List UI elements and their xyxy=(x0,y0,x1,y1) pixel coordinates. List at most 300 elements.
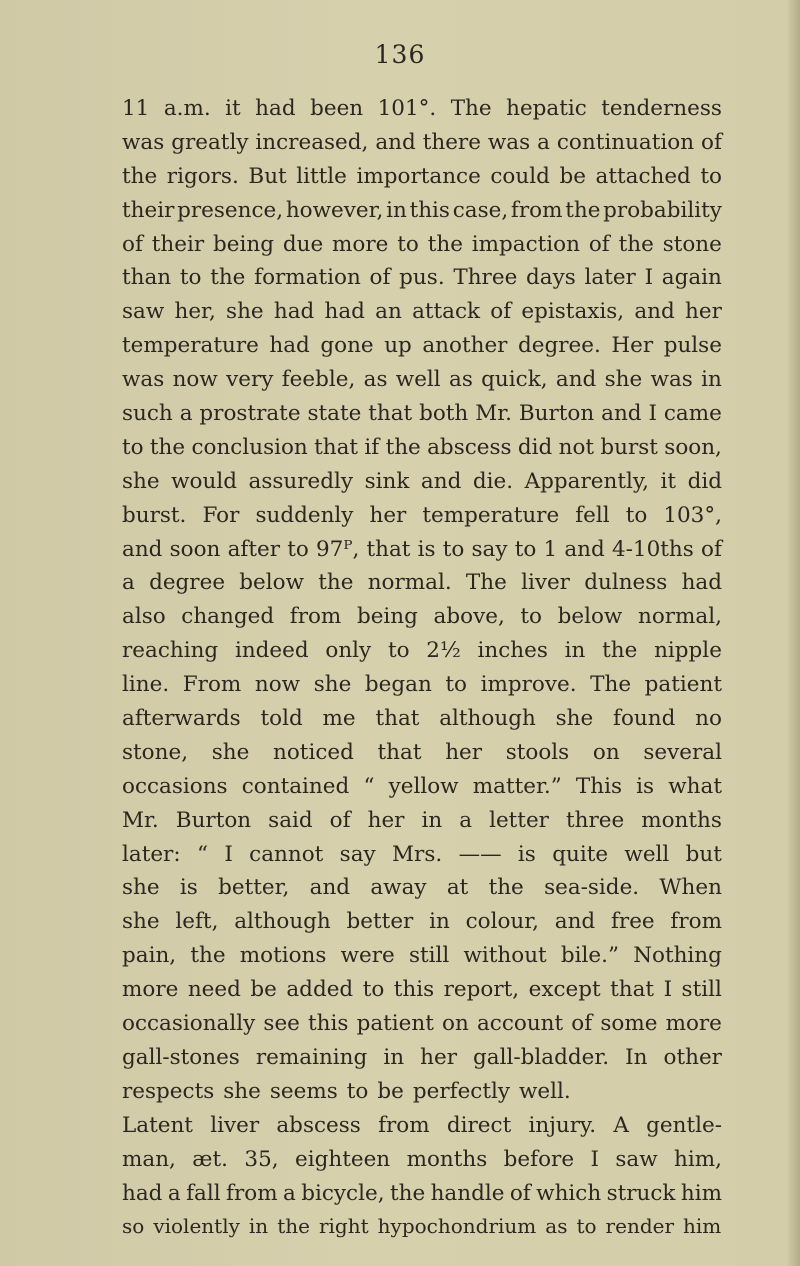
word: and xyxy=(309,875,351,901)
word: him, xyxy=(674,1146,722,1172)
word: hypochondrium xyxy=(377,1214,537,1239)
text-line xyxy=(122,194,722,228)
text-line xyxy=(122,973,722,1007)
word: assuredly xyxy=(248,468,354,494)
word: tenderness xyxy=(601,96,722,121)
word: again xyxy=(661,265,722,291)
text-line xyxy=(122,1109,722,1143)
text-line xyxy=(122,634,722,668)
word: still xyxy=(408,943,450,969)
word: three xyxy=(565,807,625,833)
word: Nothing xyxy=(633,943,722,969)
word: was xyxy=(650,367,693,393)
word: Mr. xyxy=(475,401,512,427)
word: had xyxy=(255,96,296,121)
word: of xyxy=(701,536,722,562)
word: stone xyxy=(662,231,722,257)
word: being xyxy=(356,604,418,630)
word: before xyxy=(503,1146,575,1172)
word: state xyxy=(307,401,362,427)
word: improve. xyxy=(480,672,577,698)
word: a xyxy=(179,401,193,427)
word: respects xyxy=(122,1078,215,1104)
word: pain, xyxy=(122,943,177,969)
word: both xyxy=(419,401,469,427)
word: not xyxy=(558,434,595,460)
word: conclusion xyxy=(191,434,308,460)
word: she xyxy=(313,672,352,698)
word: in xyxy=(386,197,407,223)
word: 103°, xyxy=(663,502,722,528)
word: that xyxy=(375,706,420,732)
word: so xyxy=(122,1214,145,1239)
text-line xyxy=(122,431,722,465)
word: and xyxy=(122,536,163,562)
word: struck xyxy=(606,1180,676,1206)
word: except xyxy=(528,977,601,1003)
word: in xyxy=(564,638,586,664)
word: a xyxy=(167,1180,181,1206)
word: also xyxy=(122,604,166,630)
word: had xyxy=(122,1180,163,1206)
word: due xyxy=(282,231,324,257)
word: that xyxy=(610,977,655,1003)
word: be xyxy=(559,163,586,189)
word: to xyxy=(122,434,144,460)
word: The xyxy=(465,570,507,596)
word: of xyxy=(329,807,351,833)
word: no xyxy=(695,706,722,732)
word: and xyxy=(375,129,416,155)
word: Apparently, xyxy=(524,468,649,494)
word: as xyxy=(449,367,473,393)
word: more xyxy=(122,977,179,1003)
word: direct xyxy=(446,1112,512,1138)
word: 11 xyxy=(122,96,150,121)
word: æt. xyxy=(192,1146,228,1172)
word: is xyxy=(517,841,536,867)
word: saw xyxy=(122,299,165,325)
word: continuation xyxy=(556,129,695,155)
word: soon, xyxy=(664,434,722,460)
text-line xyxy=(122,736,722,770)
word: quick, xyxy=(481,367,548,393)
word: from xyxy=(289,604,342,630)
word: say xyxy=(339,841,376,867)
word: perfectly xyxy=(412,1078,511,1104)
text-line xyxy=(122,905,722,939)
word: patient xyxy=(356,1011,434,1037)
word: at xyxy=(446,875,469,901)
word: temperature xyxy=(122,333,259,359)
word: however, xyxy=(285,197,384,223)
word: inches xyxy=(477,638,548,664)
word: well. xyxy=(519,1078,571,1104)
word: is xyxy=(636,773,655,799)
word: burst xyxy=(600,434,658,460)
word: matter.” xyxy=(472,773,562,799)
word: But xyxy=(248,163,287,189)
word: she xyxy=(604,367,643,393)
text-line xyxy=(122,228,722,262)
word: abscess xyxy=(427,434,512,460)
text-line xyxy=(122,702,722,736)
word: very xyxy=(226,367,274,393)
text-line xyxy=(122,1007,722,1041)
word: an xyxy=(375,299,402,325)
word: probability xyxy=(603,197,722,223)
word: in xyxy=(248,1214,269,1239)
word: if xyxy=(364,434,380,460)
word: there xyxy=(422,129,481,155)
word: she xyxy=(122,875,160,901)
word: pus. xyxy=(399,265,445,291)
word: be xyxy=(377,1078,404,1104)
word: The xyxy=(590,672,632,698)
word: that xyxy=(314,434,359,460)
text-line xyxy=(122,1041,722,1075)
text-line xyxy=(122,600,722,634)
word: added xyxy=(286,977,354,1003)
word: more xyxy=(332,231,389,257)
word: and xyxy=(634,299,675,325)
word: other xyxy=(663,1044,722,1070)
word: injury. xyxy=(528,1112,597,1138)
word: indeed xyxy=(234,638,309,664)
word: to xyxy=(397,231,419,257)
word: the xyxy=(427,231,463,257)
word: only xyxy=(325,638,372,664)
word: I xyxy=(644,265,654,291)
word: now xyxy=(254,672,301,698)
word: patient xyxy=(644,672,722,698)
word: saw xyxy=(615,1146,658,1172)
word: account xyxy=(476,1011,564,1037)
word: a.m. xyxy=(163,96,211,121)
word: in xyxy=(383,1044,405,1070)
word: stools xyxy=(505,739,570,765)
word: of xyxy=(369,265,391,291)
text-line xyxy=(122,939,722,973)
word: came xyxy=(663,401,722,427)
word: the xyxy=(122,163,158,189)
word: she xyxy=(122,468,160,494)
word: without xyxy=(463,943,547,969)
word: the xyxy=(277,1214,310,1239)
word: gone xyxy=(320,333,374,359)
word: the xyxy=(190,943,226,969)
word: 101°. xyxy=(377,96,437,121)
word: Mr. xyxy=(122,807,159,833)
word: and xyxy=(555,367,597,393)
word: Burton xyxy=(175,807,252,833)
text-line xyxy=(122,126,722,160)
text-line xyxy=(122,1177,722,1211)
word: impaction xyxy=(471,231,580,257)
word: occasionally xyxy=(122,1011,256,1037)
word: their xyxy=(122,197,175,223)
word: her xyxy=(420,1044,457,1070)
word: to xyxy=(445,672,467,698)
word: A xyxy=(613,1112,629,1138)
word: the xyxy=(565,197,601,223)
word: was xyxy=(487,129,531,155)
word: this xyxy=(393,977,435,1003)
word: From xyxy=(182,672,242,698)
word: This xyxy=(575,773,622,799)
text-line xyxy=(122,329,722,363)
word: still xyxy=(681,977,722,1003)
word: epistaxis, xyxy=(521,299,625,325)
word: on xyxy=(592,739,620,765)
word: was xyxy=(122,129,165,155)
word: to xyxy=(346,1078,369,1104)
word: yellow xyxy=(388,773,459,799)
word: need xyxy=(187,977,241,1003)
word: and xyxy=(564,536,605,562)
page-number: 136 xyxy=(374,40,426,69)
word: Three xyxy=(453,265,518,291)
word: abscess xyxy=(276,1112,361,1138)
word: her xyxy=(367,807,405,833)
word: letter xyxy=(489,807,549,833)
word: gall-stones xyxy=(122,1044,240,1070)
body-text xyxy=(122,92,722,1244)
word: now xyxy=(172,367,218,393)
word: to xyxy=(576,1214,597,1239)
word: colour, xyxy=(465,909,539,935)
text-line xyxy=(122,397,722,431)
word: free xyxy=(610,909,655,935)
word: she xyxy=(211,739,250,765)
word: For xyxy=(202,502,240,528)
word: attack xyxy=(412,299,481,325)
word: told xyxy=(260,706,303,732)
word: violently xyxy=(153,1214,240,1239)
text-line xyxy=(122,838,722,872)
word: it xyxy=(225,96,241,121)
word: as xyxy=(363,367,388,393)
word: bicycle, xyxy=(301,1180,385,1206)
word: gentle- xyxy=(646,1112,722,1138)
word: did xyxy=(517,434,553,460)
word: more xyxy=(665,1011,722,1037)
word: 1 xyxy=(543,536,558,562)
word: and xyxy=(601,401,642,427)
word: began xyxy=(364,672,432,698)
word: was xyxy=(122,367,165,393)
word: case, xyxy=(452,197,509,223)
text-line xyxy=(122,871,722,905)
page-edge-shadow xyxy=(786,0,800,1266)
word: another xyxy=(422,333,508,359)
word: degree. xyxy=(518,333,601,359)
word: line. xyxy=(122,672,170,698)
word: contained xyxy=(241,773,350,799)
word: 35, xyxy=(244,1146,279,1172)
word: Mrs. xyxy=(392,841,443,867)
word: had xyxy=(269,333,310,359)
word: seems xyxy=(269,1078,338,1104)
word: it xyxy=(660,468,677,494)
word: 4-10ths xyxy=(611,536,694,562)
word: such xyxy=(122,401,173,427)
word: presence, xyxy=(177,197,284,223)
text-line xyxy=(122,499,722,533)
word: gall-bladder. xyxy=(473,1044,610,1070)
word: attached xyxy=(595,163,691,189)
word: a xyxy=(537,129,550,155)
word: she xyxy=(223,1078,261,1104)
word: Latent xyxy=(122,1112,193,1138)
word: her xyxy=(445,739,483,765)
word: than xyxy=(122,265,172,291)
word: several xyxy=(643,739,722,765)
word: is xyxy=(417,536,436,562)
word: nipple xyxy=(654,638,722,664)
word: some xyxy=(600,1011,658,1037)
word: noticed xyxy=(273,739,354,765)
word: importance xyxy=(356,163,481,189)
word: days xyxy=(526,265,576,291)
text-line xyxy=(122,1075,722,1109)
word: this xyxy=(308,1011,349,1037)
word: remaining xyxy=(255,1044,368,1070)
word: cannot xyxy=(249,841,324,867)
word: normal, xyxy=(637,604,722,630)
word: their xyxy=(151,231,205,257)
word: him xyxy=(680,1180,722,1206)
word: from xyxy=(226,1180,278,1206)
word: in xyxy=(429,909,450,935)
text-line xyxy=(122,261,722,295)
word: of xyxy=(122,231,143,257)
word: increased, xyxy=(255,129,369,155)
word: to xyxy=(387,638,410,664)
text-line xyxy=(122,295,722,329)
word: afterwards xyxy=(122,706,241,732)
word: fell xyxy=(575,502,610,528)
word: could xyxy=(490,163,550,189)
word: her xyxy=(369,502,407,528)
word: When xyxy=(659,875,722,901)
word: did xyxy=(687,468,722,494)
word: below xyxy=(239,570,304,596)
word: formation xyxy=(254,265,361,291)
word: the xyxy=(149,434,186,460)
word: report, xyxy=(443,977,520,1003)
word: she xyxy=(122,909,160,935)
word: below xyxy=(557,604,623,630)
word: she xyxy=(555,706,594,732)
word: suddenly xyxy=(255,502,354,528)
word: from xyxy=(510,197,563,223)
word: that xyxy=(377,739,422,765)
word: I xyxy=(663,977,673,1003)
word: that xyxy=(366,536,411,562)
word: bile.” xyxy=(560,943,619,969)
word: were xyxy=(340,943,395,969)
word: as xyxy=(545,1214,568,1239)
word: better, xyxy=(218,875,290,901)
word: to xyxy=(625,502,648,528)
word: sea-side. xyxy=(544,875,640,901)
text-line xyxy=(122,1210,722,1244)
word: from xyxy=(670,909,722,935)
word: to xyxy=(520,604,542,630)
word: a xyxy=(122,570,135,596)
word: this xyxy=(409,197,450,223)
text-line xyxy=(122,566,722,600)
word: little xyxy=(296,163,347,189)
word: him xyxy=(683,1214,722,1239)
word: reaching xyxy=(122,638,219,664)
word: greatly xyxy=(171,129,249,155)
word: I xyxy=(648,401,657,427)
text-line xyxy=(122,465,722,499)
word: the xyxy=(389,1180,426,1206)
word: “ xyxy=(363,773,375,799)
word: eighteen xyxy=(295,1146,391,1172)
word: and xyxy=(554,909,596,935)
word: the xyxy=(210,265,246,291)
word: render xyxy=(605,1214,675,1239)
word: to xyxy=(700,163,722,189)
word: which xyxy=(536,1180,602,1206)
word: would xyxy=(171,468,237,494)
word: and xyxy=(420,468,462,494)
word: the xyxy=(488,875,524,901)
word: occasions xyxy=(122,773,228,799)
word: in xyxy=(701,367,722,393)
word: after xyxy=(227,536,281,562)
word: well xyxy=(624,841,670,867)
word: fall xyxy=(186,1180,221,1206)
word: to xyxy=(362,977,385,1003)
word: on xyxy=(442,1011,469,1037)
word: to xyxy=(179,265,202,291)
word: months xyxy=(406,1146,488,1172)
word: from xyxy=(378,1112,430,1138)
word: to xyxy=(442,536,465,562)
word: but xyxy=(685,841,722,867)
word: had xyxy=(681,570,722,596)
word: later: xyxy=(122,841,181,867)
word: well xyxy=(395,367,441,393)
word: pulse xyxy=(663,333,722,359)
word: be xyxy=(250,977,277,1003)
word: 2½ xyxy=(426,638,461,664)
word: of xyxy=(571,1011,593,1037)
word: liver xyxy=(521,570,570,596)
word: her xyxy=(685,299,722,325)
word: away xyxy=(370,875,427,901)
word: 97ᴾ, xyxy=(315,536,360,562)
word: die. xyxy=(472,468,514,494)
word: been xyxy=(310,96,364,121)
word: temperature xyxy=(422,502,560,528)
word: up xyxy=(384,333,412,359)
word: burst. xyxy=(122,502,187,528)
word: prostrate xyxy=(199,401,301,427)
word: left, xyxy=(175,909,219,935)
word: the xyxy=(385,434,421,460)
word: she xyxy=(226,299,264,325)
word: months xyxy=(641,807,722,833)
text-line xyxy=(122,533,722,567)
word: motions xyxy=(239,943,327,969)
word: found xyxy=(613,706,676,732)
